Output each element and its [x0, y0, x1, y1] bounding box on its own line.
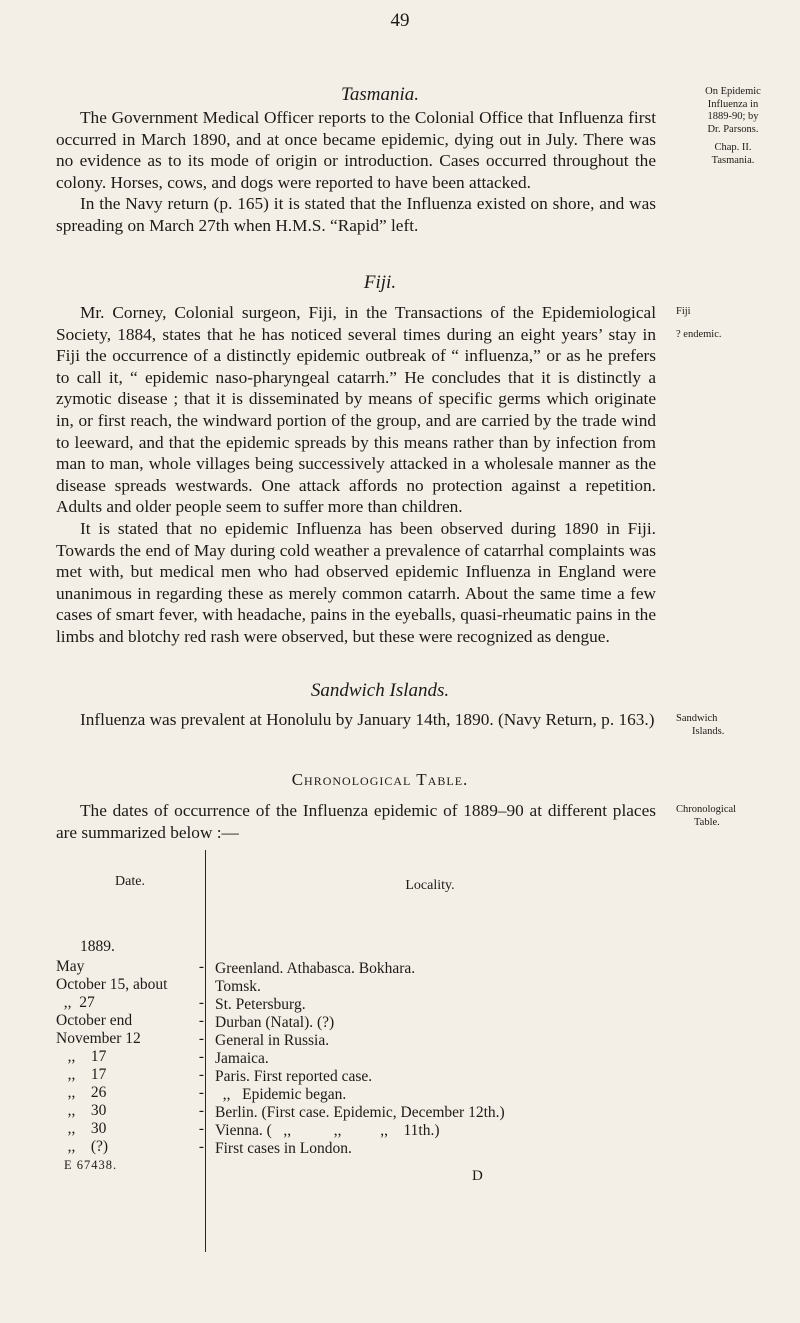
margin-line: Tasmania.: [711, 154, 755, 166]
margin-line: ? endemic.: [676, 328, 722, 340]
table-intro: [56, 800, 656, 843]
row-date: ,, 17 -: [56, 1048, 204, 1065]
margin-note-chronological: [676, 804, 800, 829]
row-locality: First cases in London.: [215, 1140, 352, 1157]
page-number: 49: [390, 10, 410, 31]
margin-note-tasmania: [668, 86, 798, 167]
margin-line: Chap. II.: [714, 142, 752, 153]
section-title-tasmania: Tasmania.: [341, 84, 419, 105]
print-code: E 67438.: [64, 1158, 118, 1172]
row-locality: Durban (Natal). (?): [215, 1014, 335, 1031]
row-date: ,, 30 -: [56, 1102, 204, 1119]
row-locality: Berlin. (First case. Epidemic, December 12th.): [215, 1104, 505, 1121]
row-date: ,, 30 -: [56, 1120, 204, 1137]
column-header-locality: Locality.: [405, 878, 455, 893]
section-title-sandwich: Sandwich Islands.: [310, 680, 450, 701]
table-divider: [205, 850, 206, 1252]
row-date: ,, 27 -: [56, 994, 204, 1011]
column-header-date: Date.: [115, 874, 145, 889]
row-date: May -: [56, 958, 204, 975]
row-date: November 12 -: [56, 1030, 204, 1047]
margin-note-fiji: [676, 306, 800, 341]
margin-line: 1889-90; by: [707, 111, 759, 122]
paragraph: It is stated that no epidemic Influenza has been observed during 1890 in Fiji. Towards the end of May during cold weather a prevalence of catarrhal complaints was met with, but medical men who had observed epidemic Influenza in England were unanimous in regarding these as merely common catarrh. About the same time a few cases of smart fever, with headache, pains in the eyeballs, quasi-rheumatic pains in the limbs and blotchy red rash were observed, but these were recognized as dengue.: [56, 518, 656, 646]
margin-line: Sandwich: [676, 713, 718, 724]
table-year: 1889.: [80, 938, 115, 955]
row-locality: Tomsk.: [215, 978, 261, 995]
row-locality: ,, Epidemic began.: [215, 1086, 347, 1103]
margin-line: Islands.: [692, 725, 725, 737]
tasmania-text: [56, 107, 656, 237]
margin-line: Fiji: [676, 306, 691, 317]
row-locality: Paris. First reported case.: [215, 1068, 373, 1085]
row-date: ,, 26 -: [56, 1084, 204, 1101]
row-date: October 15, about: [56, 976, 168, 993]
margin-line: Influenza in: [707, 98, 759, 110]
paragraph: In the Navy return (p. 165) it is stated that the Influenza existed on shore, and was spreading on March 27th when H.M.S. “Rapid” left.: [56, 194, 656, 235]
signature-mark: D: [472, 1168, 483, 1184]
row-locality: Greenland. Athabasca. Bokhara.: [215, 960, 416, 977]
row-locality: Vienna. ( ,, ,, ,, 11th.): [215, 1122, 440, 1139]
margin-line: Dr. Parsons.: [707, 123, 759, 135]
row-locality: Jamaica.: [215, 1050, 269, 1067]
margin-note-sandwich: [676, 713, 800, 738]
table-heading: Chronological Table.: [291, 770, 469, 789]
paragraph: The dates of occurrence of the Influenza epidemic of 1889–90 at different places are summarized below :—: [56, 801, 656, 842]
section-title-fiji: Fiji.: [363, 272, 397, 293]
paragraph: The Government Medical Officer reports to the Colonial Office that Influenza first occurred in March 1890, and at once became epidemic, dying out in July. There was no evidence as to its mode of origin or introduction. Cases occurred throughout the colony. Horses, cows, and dogs were reported to have been attacked.: [56, 108, 656, 192]
row-locality: General in Russia.: [215, 1032, 330, 1049]
row-locality: St. Petersburg.: [215, 996, 306, 1013]
sandwich-text: [56, 709, 656, 731]
row-date: ,, 17 -: [56, 1066, 204, 1083]
margin-line: Table.: [694, 816, 720, 828]
paragraph: Influenza was prevalent at Honolulu by January 14th, 1890. (Navy Return, p. 163.): [80, 710, 655, 729]
fiji-text: [56, 302, 656, 648]
margin-line: On Epidemic: [705, 86, 761, 97]
row-date: October end -: [56, 1012, 204, 1029]
paragraph: Mr. Corney, Colonial surgeon, Fiji, in the Transactions of the Epidemiological Society, 1884, states that he has noticed several times during an eight years’ stay in Fiji the occurrence of a distinctly epidemic outbreak of “ influenza,” or as he prefers to call it, “ epidemic naso-pharyngeal catarrh.” He concludes that it is distinctly a zymotic disease ; that it is disseminated by means of specific germs which originate in, or first reach, the windward portion of the group, and are carried by the trade wind to leeward, and that the epidemic spreads by this means rather than by infection from man to man, whole villages being successively attacked in a wholesale manner as the disease spreads westwards. One attack affords no protection against a repetition. Adults and older people seem to suffer more than children.: [56, 303, 656, 517]
row-date: ,, (?) -: [56, 1138, 204, 1155]
margin-line: Chronological: [676, 804, 737, 815]
